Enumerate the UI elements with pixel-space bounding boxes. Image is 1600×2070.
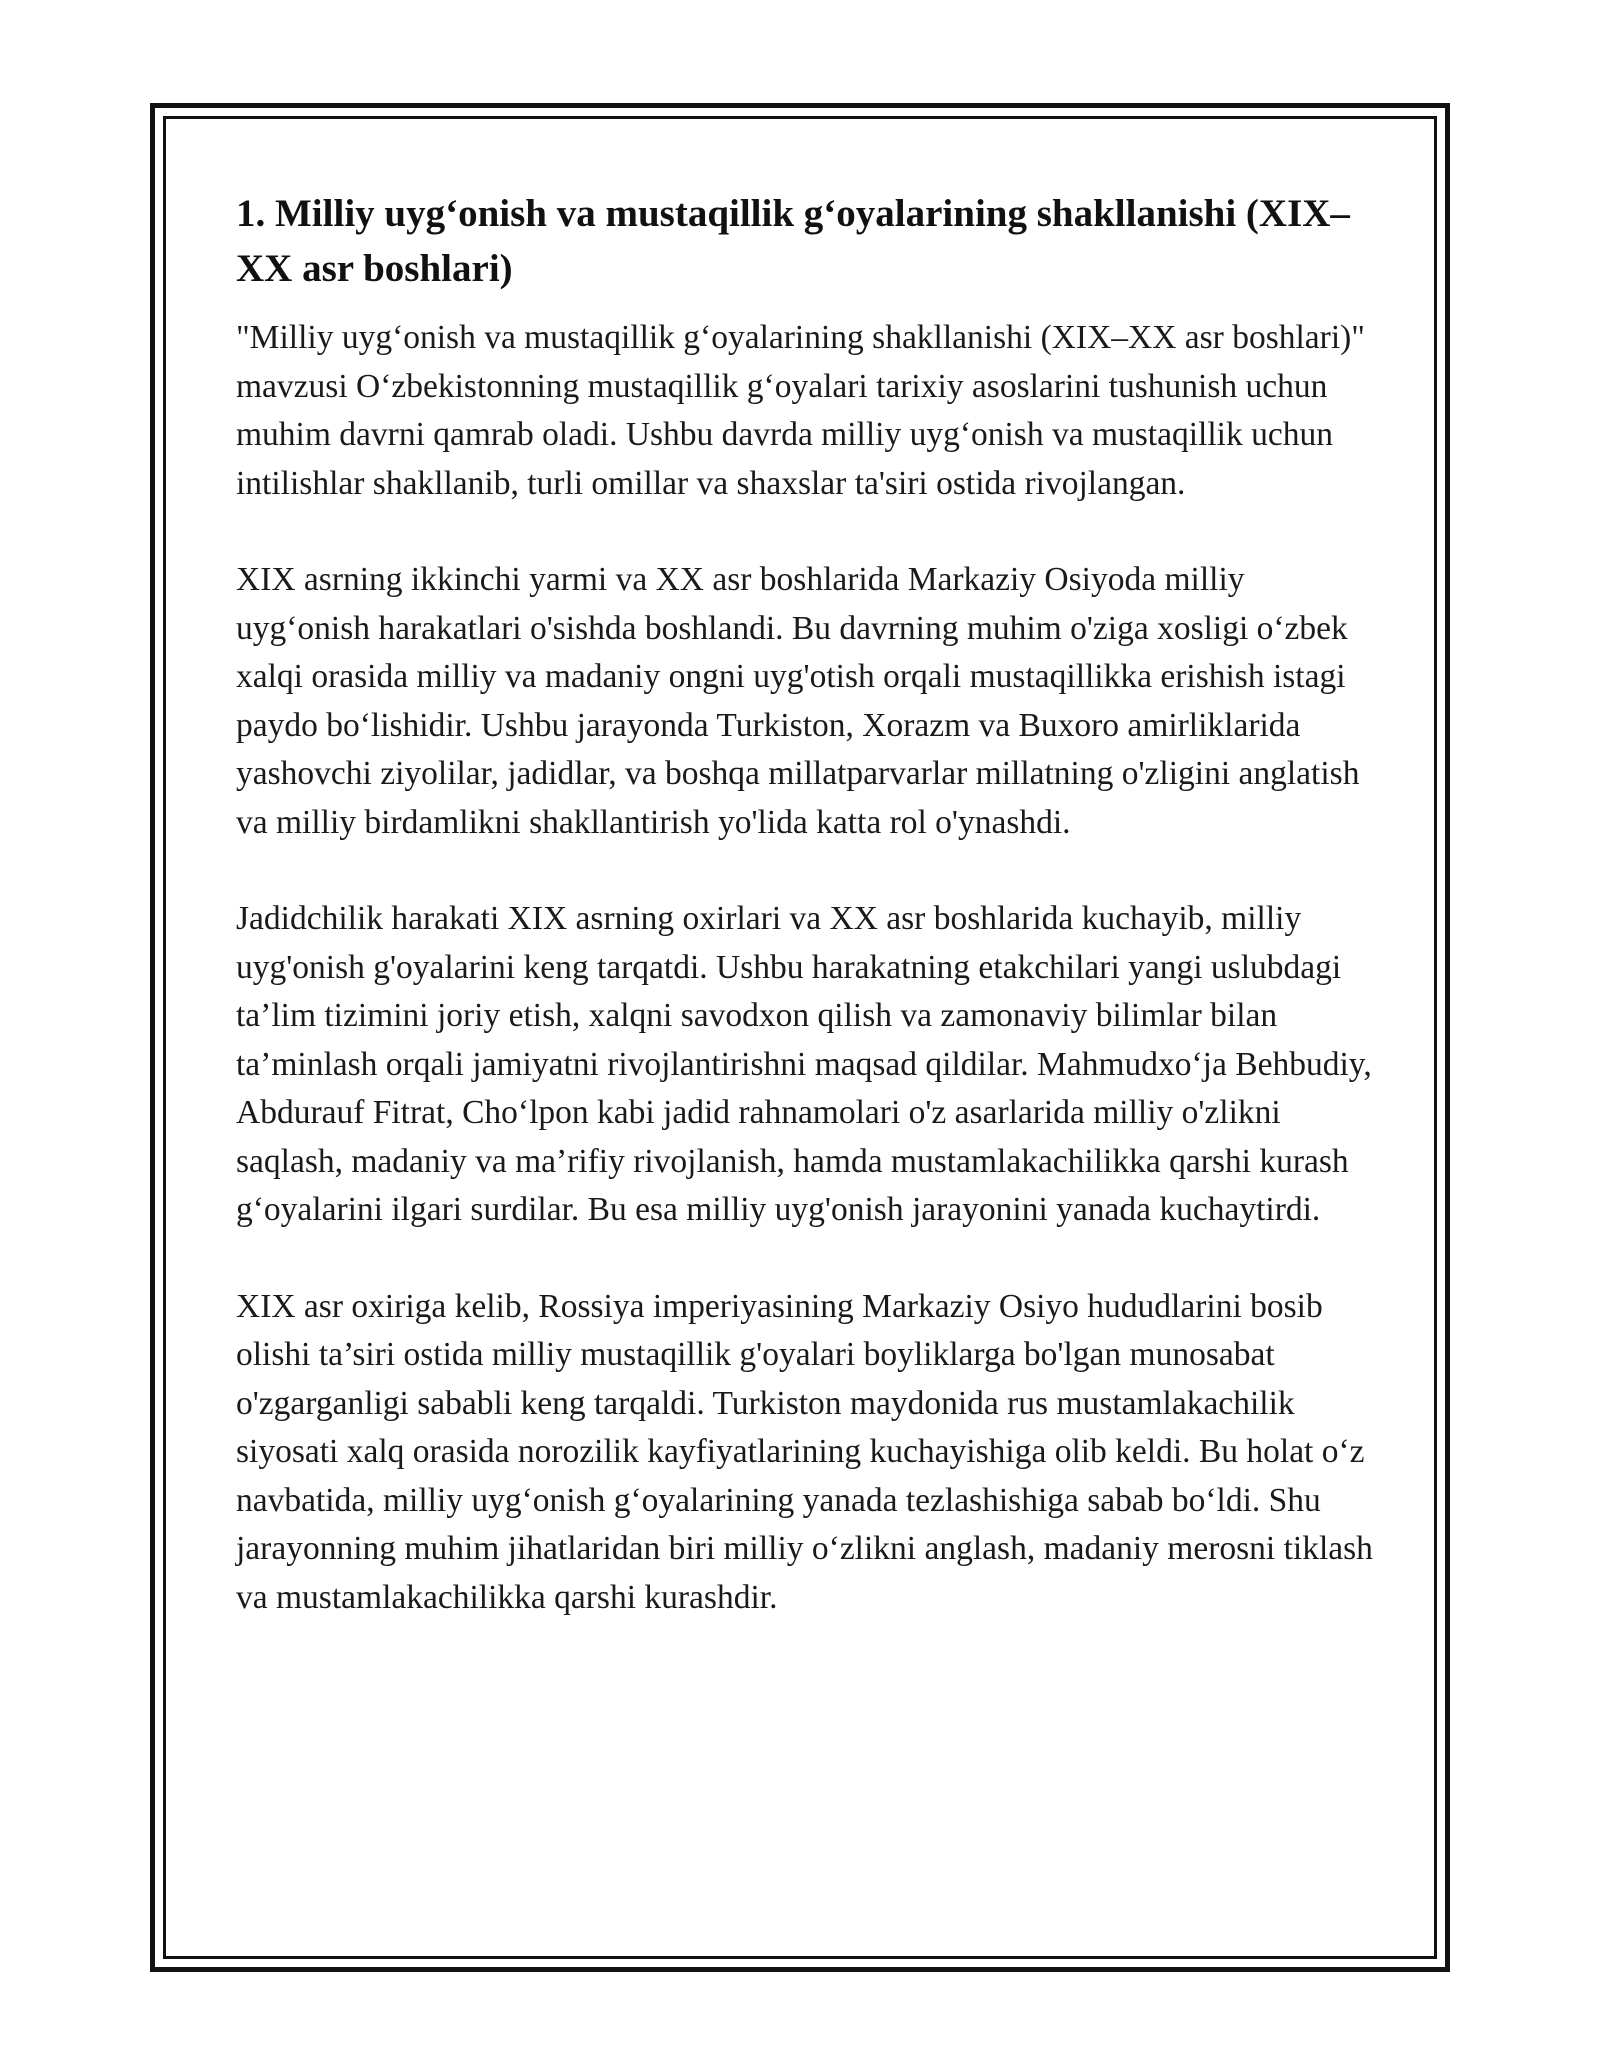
- section-heading: 1. Milliy uygʻonish va mustaqillik gʻoyalarining shakllanishi (XIX–XX asr boshlari): [236, 192, 1350, 290]
- document-body: [236, 186, 1386, 1622]
- paragraph-jadidism: Jadidchilik harakati XIX asrning oxirlari va XX asr boshlarida kuchayib, milliy uyg'onish g'oyalarini keng tarqatdi. Ushbu harakatning etakchilari yangi uslubdagi ta’lim tizimini joriy etish, xalqni savodxon qilish va zamonaviy bilimlar bilan ta’minlash orqali jamiyatni rivojlantirishni maqsad qildilar. Mahmudxoʻja Behbudiy, Abdurauf Fitrat, Choʻlpon kabi jadid rahnamolari o'z asarlarida milliy o'zlikni saqlash, madaniy va ma’rifiy rivojlanish, hamda mustamlakachilikka qarshi kurash gʻoyalarini ilgari surdilar. Bu esa milliy uyg'onish jarayonini yanada kuchaytirdi.: [236, 900, 1372, 1228]
- paragraph-russian-colonialism: XIX asr oxiriga kelib, Rossiya imperiyasining Markaziy Osiyo hududlarini bosib olishi ta’siri ostida milliy mustaqillik g'oyalari boyliklarga bo'lgan munosabat o'zgarganligi sababli keng tarqaldi. Turkiston maydonida rus mustamlakachilik siyosati xalq orasida norozilik kayfiyatlarining kuchayishiga olib keldi. Bu holat oʻz navbatida, milliy uygʻonish gʻoyalarining yanada tezlashishiga sabab boʻldi. Shu jarayonning muhim jihatlaridan biri milliy oʻzlikni anglash, madaniy merosni tiklash va mustamlakachilikka qarshi kurashdir.: [236, 1287, 1373, 1616]
- paragraph-national-awakening: XIX asrning ikkinchi yarmi va XX asr boshlarida Markaziy Osiyoda milliy uygʻonish harakatlari o'sishda boshlandi. Bu davrning muhim o'ziga xosligi oʻzbek xalqi orasida milliy va madaniy ongni uyg'otish orqali mustaqillikka erishish istagi paydo boʻlishidir. Ushbu jarayonda Turkiston, Xorazm va Buxoro amirliklarida yashovchi ziyolilar, jadidlar, va boshqa millatparvarlar millatning o'zligini anglatish va milliy birdamlikni shakllantirish yo'lida katta rol o'ynashdi.: [236, 561, 1360, 841]
- paragraph-intro: "Milliy uygʻonish va mustaqillik gʻoyalarining shakllanishi (XIX–XX asr boshlari)" mavzusi Oʻzbekistonning mustaqillik gʻoyalari tarixiy asoslarini tushunish uchun muhim davrni qamrab oladi. Ushbu davrda milliy uygʻonish va mustaqillik uchun intilishlar shakllanib, turli omillar va shaxslar ta'siri ostida rivojlangan.: [236, 319, 1365, 502]
